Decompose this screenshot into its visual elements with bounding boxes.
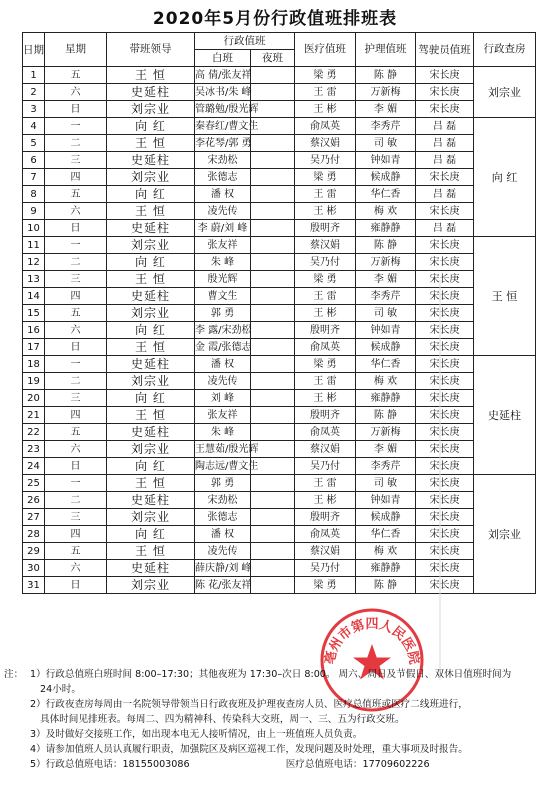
weekday-cell: 二 [45,135,107,152]
rounds-cell: 史延柱 [474,356,536,475]
medical-cell: 梁 勇 [295,169,356,186]
weekday-cell: 二 [45,254,107,271]
leader-cell: 史延柱 [107,84,195,101]
night-shift-cell [251,254,295,271]
table-row [23,67,536,84]
medical-cell: 蔡汉娟 [295,441,356,458]
weekday-cell: 三 [45,390,107,407]
driver-cell: 吕 磊 [416,135,474,152]
driver-cell: 吕 磊 [416,118,474,135]
rounds-cell: 向 红 [474,118,536,237]
driver-cell: 宋长庚 [416,543,474,560]
weekday-cell: 一 [45,475,107,492]
medical-cell: 殷明齐 [295,322,356,339]
header-rounds: 行政查房 [474,33,536,67]
date-cell: 6 [23,152,45,169]
leader-cell: 王 恒 [107,135,195,152]
day-shift-cell: 张友祥 [195,237,251,254]
date-cell: 1 [23,67,45,84]
day-shift-cell: 宋劲松 [195,492,251,509]
driver-cell: 宋长庚 [416,237,474,254]
note-2-cont: 具体时间见排班表。每周二、四为精神科、传染科大交班，周一、三、五为行政交班。 [40,714,405,725]
weekday-cell: 五 [45,543,107,560]
night-shift-cell [251,84,295,101]
night-shift-cell [251,322,295,339]
nursing-cell: 梅 欢 [356,543,416,560]
leader-cell: 史延柱 [107,288,195,305]
day-shift-cell: 李 蔚/刘 峰 [195,220,251,237]
night-shift-cell [251,492,295,509]
note-3: 3）及时做好交接班工作，如出现本电无人接听情况，由上一班值班人员负责。 [30,729,363,740]
note-1-cont: 24小时。 [40,684,81,695]
date-cell: 7 [23,169,45,186]
date-cell: 30 [23,560,45,577]
driver-cell: 宋长庚 [416,475,474,492]
night-shift-cell [251,135,295,152]
night-shift-cell [251,407,295,424]
leader-cell: 史延柱 [107,356,195,373]
date-cell: 25 [23,475,45,492]
rounds-cell: 刘宗业 [474,475,536,594]
date-cell: 21 [23,407,45,424]
medical-cell: 殷明齐 [295,509,356,526]
day-shift-cell: 凌先传 [195,373,251,390]
weekday-cell: 一 [45,356,107,373]
medical-cell: 梁 勇 [295,356,356,373]
leader-cell: 向 红 [107,186,195,203]
medical-cell: 王 雷 [295,186,356,203]
medical-phone: 医疗总值班电话：17709602226 [285,759,430,770]
weekday-cell: 四 [45,526,107,543]
weekday-cell: 六 [45,322,107,339]
night-shift-cell [251,356,295,373]
table-row [23,84,536,101]
night-shift-cell [251,67,295,84]
leader-cell: 向 红 [107,322,195,339]
driver-cell: 宋长庚 [416,577,474,594]
driver-cell: 吕 磊 [416,186,474,203]
night-shift-cell [251,288,295,305]
night-shift-cell [251,186,295,203]
day-shift-cell: 郭 勇 [195,305,251,322]
weekday-cell: 日 [45,577,107,594]
weekday-cell: 四 [45,288,107,305]
nursing-cell: 李秀芹 [356,288,416,305]
day-shift-cell: 潘 权 [195,186,251,203]
weekday-cell: 一 [45,237,107,254]
leader-cell: 王 恒 [107,203,195,220]
leader-cell: 向 红 [107,526,195,543]
driver-cell: 吕 磊 [416,152,474,169]
table-row [23,254,536,271]
night-shift-cell [251,475,295,492]
night-shift-cell [251,526,295,543]
medical-cell: 王 彬 [295,203,356,220]
weekday-cell: 六 [45,560,107,577]
nursing-cell: 陈 静 [356,407,416,424]
nursing-cell: 陈 静 [356,67,416,84]
leader-cell: 王 恒 [107,67,195,84]
weekday-cell: 五 [45,186,107,203]
nursing-cell: 华仁香 [356,356,416,373]
day-shift-cell: 潘 权 [195,526,251,543]
nursing-cell: 司 敏 [356,305,416,322]
date-cell: 24 [23,458,45,475]
date-cell: 4 [23,118,45,135]
day-shift-cell: 张德志 [195,509,251,526]
date-cell: 26 [23,492,45,509]
medical-cell: 俞凤英 [295,339,356,356]
medical-cell: 王 彬 [295,305,356,322]
leader-cell: 王 恒 [107,271,195,288]
nursing-cell: 李 媚 [356,441,416,458]
day-shift-cell: 朱 峰 [195,254,251,271]
driver-cell: 宋长庚 [416,203,474,220]
leader-cell: 王 恒 [107,543,195,560]
notes-section [4,667,544,772]
table-row [23,118,536,135]
night-shift-cell [251,424,295,441]
medical-cell: 俞凤英 [295,526,356,543]
nursing-cell: 陈 静 [356,577,416,594]
leader-cell: 史延柱 [107,424,195,441]
nursing-cell: 华仁香 [356,526,416,543]
day-shift-cell: 薛庆静/刘 峰 [195,560,251,577]
leader-cell: 刘宗业 [107,577,195,594]
leader-cell: 王 恒 [107,339,195,356]
date-cell: 17 [23,339,45,356]
nursing-cell: 李 媚 [356,271,416,288]
medical-cell: 吴乃付 [295,152,356,169]
leader-cell: 向 红 [107,254,195,271]
admin-phone: 5）行政总值班电话：18155003086 [30,759,190,770]
table-row [23,186,536,203]
day-shift-cell: 殷光辉 [195,271,251,288]
day-shift-cell: 凌先传 [195,203,251,220]
driver-cell: 吕 磊 [416,220,474,237]
night-shift-cell [251,577,295,594]
medical-cell: 吴乃付 [295,254,356,271]
date-cell: 31 [23,577,45,594]
driver-cell: 宋长庚 [416,254,474,271]
weekday-cell: 六 [45,441,107,458]
rounds-cell: 刘宗业 [474,67,536,118]
nursing-cell: 雍静静 [356,390,416,407]
date-cell: 10 [23,220,45,237]
driver-cell: 宋长庚 [416,271,474,288]
medical-cell: 王 彬 [295,390,356,407]
nursing-cell: 候成静 [356,509,416,526]
weekday-cell: 日 [45,339,107,356]
driver-cell: 宋长庚 [416,84,474,101]
leader-cell: 刘宗业 [107,509,195,526]
table-row [23,220,536,237]
nursing-cell: 候成静 [356,339,416,356]
night-shift-cell [251,390,295,407]
weekday-cell: 六 [45,203,107,220]
header-nursing: 护理值班 [356,33,416,67]
rounds-cell: 王 恒 [474,237,536,356]
driver-cell: 宋长庚 [416,407,474,424]
night-shift-cell [251,237,295,254]
weekday-cell: 五 [45,67,107,84]
driver-cell: 宋长庚 [416,305,474,322]
nursing-cell: 雍静静 [356,560,416,577]
date-cell: 29 [23,543,45,560]
driver-cell: 宋长庚 [416,288,474,305]
table-row [23,101,536,118]
weekday-cell: 四 [45,169,107,186]
note-2: 2）行政夜查房每周由一名院领导带领当日行政夜班及护理夜查房人员、医疗总值班或医疗二线班进行， [30,699,468,710]
day-shift-cell: 张德志 [195,169,251,186]
day-shift-cell: 潘 权 [195,356,251,373]
weekday-cell: 日 [45,458,107,475]
date-cell: 2 [23,84,45,101]
day-shift-cell: 高 倩/张友祥 [195,67,251,84]
weekday-cell: 四 [45,407,107,424]
leader-cell: 刘宗业 [107,169,195,186]
table-row [23,152,536,169]
driver-cell: 宋长庚 [416,322,474,339]
date-cell: 3 [23,101,45,118]
medical-cell: 王 雷 [295,475,356,492]
day-shift-cell: 秦春红/曹文生 [195,118,251,135]
weekday-cell: 日 [45,101,107,118]
medical-cell: 梁 勇 [295,577,356,594]
leader-cell: 史延柱 [107,560,195,577]
note-1: 1）行政总值班白班时间 8:00–17:30；其他夜班为 17:30–次日 8:00。 周六、周日及节假日、双休日值班时间为 [30,669,512,680]
leader-cell: 刘宗业 [107,101,195,118]
medical-cell: 蔡汉娟 [295,237,356,254]
day-shift-cell: 凌先传 [195,543,251,560]
header-leader: 带班领导 [107,33,195,67]
driver-cell: 宋长庚 [416,339,474,356]
driver-cell: 宋长庚 [416,373,474,390]
day-shift-cell: 吴冰书/朱 峰 [195,84,251,101]
medical-cell: 殷明齐 [295,407,356,424]
nursing-cell: 司 敏 [356,135,416,152]
driver-cell: 宋长庚 [416,560,474,577]
weekday-cell: 二 [45,492,107,509]
date-cell: 9 [23,203,45,220]
header-night-shift: 夜班 [251,50,295,67]
leader-cell: 刘宗业 [107,441,195,458]
driver-cell: 宋长庚 [416,356,474,373]
leader-cell: 王 恒 [107,475,195,492]
leader-cell: 史延柱 [107,492,195,509]
nursing-cell: 候成静 [356,169,416,186]
date-cell: 15 [23,305,45,322]
night-shift-cell [251,169,295,186]
date-cell: 20 [23,390,45,407]
night-shift-cell [251,543,295,560]
date-cell: 19 [23,373,45,390]
medical-cell: 王 彬 [295,101,356,118]
nursing-cell: 李秀芹 [356,118,416,135]
night-shift-cell [251,339,295,356]
day-shift-cell: 宋劲松 [195,152,251,169]
leader-cell: 向 红 [107,390,195,407]
date-cell: 18 [23,356,45,373]
date-cell: 16 [23,322,45,339]
nursing-cell: 陈 静 [356,237,416,254]
medical-cell: 俞凤英 [295,424,356,441]
nursing-cell: 钟如青 [356,492,416,509]
leader-cell: 王 恒 [107,407,195,424]
date-cell: 22 [23,424,45,441]
leader-cell: 刘宗业 [107,237,195,254]
header-date: 日期 [23,33,45,67]
driver-cell: 宋长庚 [416,390,474,407]
night-shift-cell [251,152,295,169]
medical-cell: 蔡汉娟 [295,135,356,152]
nursing-cell: 李秀芹 [356,458,416,475]
header-day-shift: 白班 [195,50,251,67]
leader-cell: 向 红 [107,458,195,475]
weekday-cell: 二 [45,373,107,390]
weekday-cell: 五 [45,424,107,441]
driver-cell: 宋长庚 [416,101,474,118]
day-shift-cell: 郭 勇 [195,475,251,492]
driver-cell: 宋长庚 [416,509,474,526]
nursing-cell: 李 媚 [356,101,416,118]
nursing-cell: 万新梅 [356,424,416,441]
medical-cell: 吴乃付 [295,560,356,577]
night-shift-cell [251,271,295,288]
header-driver: 驾驶员值班 [416,33,474,67]
leader-cell: 向 红 [107,118,195,135]
date-cell: 13 [23,271,45,288]
leader-cell: 刘宗业 [107,305,195,322]
medical-cell: 梁 勇 [295,67,356,84]
night-shift-cell [251,509,295,526]
day-shift-cell: 王慧茹/殷光辉 [195,441,251,458]
night-shift-cell [251,305,295,322]
weekday-cell: 五 [45,305,107,322]
table-row [23,237,536,254]
date-cell: 23 [23,441,45,458]
driver-cell: 宋长庚 [416,67,474,84]
nursing-cell: 雍静静 [356,220,416,237]
date-cell: 12 [23,254,45,271]
date-cell: 14 [23,288,45,305]
table-row [23,135,536,152]
night-shift-cell [251,220,295,237]
day-shift-cell: 陈 花/张友祥 [195,577,251,594]
date-cell: 8 [23,186,45,203]
note-5 [4,757,544,772]
medical-cell: 王 雷 [295,373,356,390]
page-title: 2020年5月份行政值班排班表 [152,9,398,29]
nursing-cell: 梅 欢 [356,373,416,390]
medical-cell: 殷明齐 [295,220,356,237]
driver-cell: 宋长庚 [416,441,474,458]
medical-cell: 蔡汉娟 [295,543,356,560]
day-shift-cell: 李 露/宋劲松 [195,322,251,339]
day-shift-cell: 管璐勉/殷光辉 [195,101,251,118]
header-admin-duty: 行政值班 [195,33,295,50]
weekday-cell: 六 [45,84,107,101]
leader-cell: 史延柱 [107,220,195,237]
weekday-cell: 一 [45,118,107,135]
medical-cell: 王 雷 [295,288,356,305]
medical-cell: 王 雷 [295,84,356,101]
nursing-cell: 钟如青 [356,322,416,339]
date-cell: 28 [23,526,45,543]
night-shift-cell [251,373,295,390]
night-shift-cell [251,203,295,220]
nursing-cell: 司 敏 [356,475,416,492]
date-cell: 5 [23,135,45,152]
date-cell: 27 [23,509,45,526]
svg-text:亳州市第四人民医院: 亳州市第四人民医院 [322,617,422,666]
table-row [23,203,536,220]
nursing-cell: 钟如青 [356,152,416,169]
day-shift-cell: 金 霞/张德志 [195,339,251,356]
nursing-cell: 华仁香 [356,186,416,203]
day-shift-cell: 陶志远/曹文生 [195,458,251,475]
leader-cell: 史延柱 [107,152,195,169]
day-shift-cell: 李花琴/郭 勇 [195,135,251,152]
medical-cell: 梁 勇 [295,271,356,288]
driver-cell: 宋长庚 [416,526,474,543]
day-shift-cell: 张友祥 [195,407,251,424]
nursing-cell: 梅 欢 [356,203,416,220]
weekday-cell: 三 [45,509,107,526]
medical-cell: 吴乃付 [295,458,356,475]
day-shift-cell: 曹文生 [195,288,251,305]
driver-cell: 宋长庚 [416,492,474,509]
day-shift-cell: 刘 峰 [195,390,251,407]
driver-cell: 宋长庚 [416,458,474,475]
driver-cell: 宋长庚 [416,169,474,186]
weekday-cell: 三 [45,152,107,169]
medical-cell: 俞凤英 [295,118,356,135]
leader-cell: 刘宗业 [107,373,195,390]
day-shift-cell: 朱 峰 [195,424,251,441]
date-cell: 11 [23,237,45,254]
header-weekday: 星期 [45,33,107,67]
nursing-cell: 万新梅 [356,254,416,271]
note-4: 4）请参加值班人员认真履行职责，加强院区及病区巡视工作，发现问题及时处理，重大事项及时报告。 [30,744,468,755]
table-row [23,169,536,186]
notes-label: 注： [4,669,24,680]
driver-cell: 宋长庚 [416,424,474,441]
night-shift-cell [251,560,295,577]
header-medical: 医疗值班 [295,33,356,67]
weekday-cell: 日 [45,220,107,237]
nursing-cell: 万新梅 [356,84,416,101]
weekday-cell: 三 [45,271,107,288]
medical-cell: 王 彬 [295,492,356,509]
